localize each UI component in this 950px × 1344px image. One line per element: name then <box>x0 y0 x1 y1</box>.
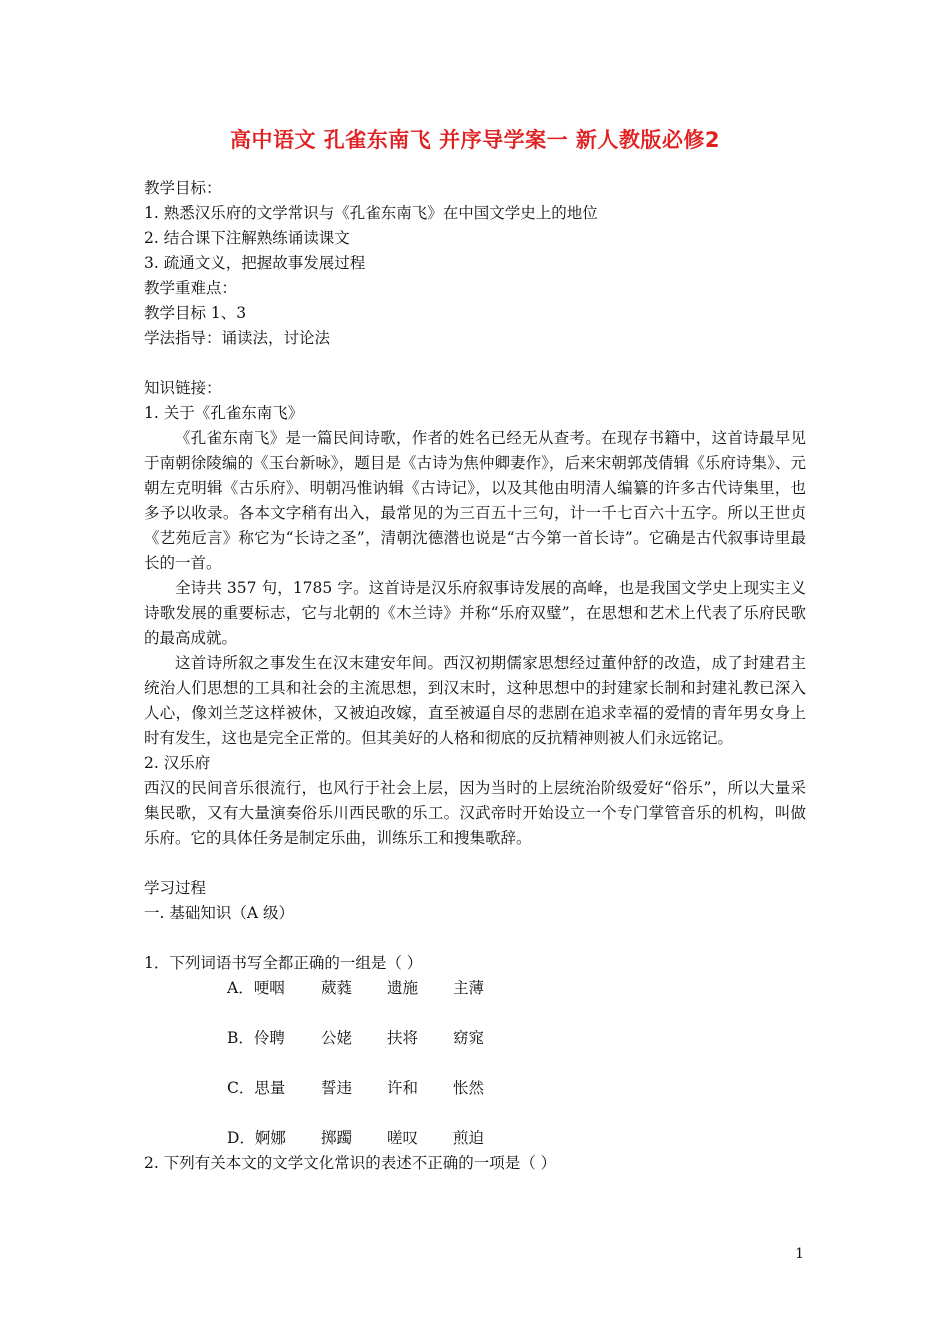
question-1-option-b <box>144 1026 806 1051</box>
knowledge-paragraph: 《孔雀东南飞》是一篇民间诗歌，作者的姓名已经无从查考。在现存书籍中，这首诗最早见于南朝徐陵编的《玉台新咏》，题目是《古诗为焦仲卿妻作》，后来宋朝郭茂倩辑《乐府诗集》、元朝左克明辑《古乐府》、明朝冯惟讷辑《古诗记》，以及其他由明清人编纂的许多古代诗集里，也多予以收录。各本文字稍有出入，最常见的为三百五十三句，计一千七百六十五字。所以王世贞《艺苑卮言》称它为“长诗之圣”，清朝沈德潜也说是“古今第一首长诗”。它确是古代叙事诗里最长的一首。 <box>144 429 806 572</box>
option-label: B．伶聘 <box>227 1029 285 1047</box>
question-1-option-c <box>144 1076 806 1101</box>
option-word: 怅然 <box>453 1079 485 1097</box>
option-word: 誓违 <box>321 1079 353 1097</box>
key-points-heading: 教学重难点： <box>144 279 238 297</box>
objective-item: 3. 疏通文义，把握故事发展过程 <box>144 254 366 272</box>
question-1-option-d <box>144 1126 806 1151</box>
knowledge-paragraph: 这首诗所叙之事发生在汉末建安年间。西汉初期儒家思想经过董仲舒的改造，成了封建君主统治人们思想的工具和社会的主流思想，到汉末时，这种思想中的封建家长制和封建礼教已深入人心，像刘兰芝这样被休，又被迫改嫁，直至被逼自尽的悲剧在追求幸福的爱情的青年男女身上时有发生，这也是完全正常的。但其美好的人格和彻底的反抗精神则被人们永远铭记。 <box>144 654 806 747</box>
option-label: D．婀娜 <box>227 1129 286 1147</box>
question-2: 2. 下列有关本文的文学文化常识的表述不正确的一项是（ ） <box>144 1154 557 1172</box>
objective-item: 2. 结合课下注解熟练诵读课文 <box>144 229 350 247</box>
knowledge-paragraph: 全诗共 357 句，1785 字。这首诗是汉乐府叙事诗发展的高峰，也是我国文学史上现实主义诗歌发展的重要标志，它与北朝的《木兰诗》并称“乐府双璧”，在思想和艺术上代表了乐府民歌的最高成就。 <box>144 579 806 647</box>
objective-item: 1. 熟悉汉乐府的文学常识与《孔雀东南飞》在中国文学史上的地位 <box>144 204 598 222</box>
option-word: 公姥 <box>321 1029 353 1047</box>
option-word: 嗟叹 <box>387 1129 419 1147</box>
option-word: 窈窕 <box>453 1029 485 1047</box>
key-points: 教学目标 1、3 <box>144 304 247 322</box>
option-label: A．哽咽 <box>227 979 285 997</box>
option-word: 遗施 <box>387 979 419 997</box>
option-word: 扶将 <box>387 1029 419 1047</box>
knowledge-paragraph: 西汉的民间音乐很流行，也风行于社会上层，因为当时的上层统治阶级爱好“俗乐”，所以大量采集民歌，又有大量演奏俗乐川西民歌的乐工。汉武帝时开始设立一个专门掌管音乐的机构，叫做乐府。它的具体任务是制定乐曲，训练乐工和搜集歌辞。 <box>144 779 806 847</box>
option-word: 煎迫 <box>453 1129 485 1147</box>
option-word: 许和 <box>387 1079 419 1097</box>
page-number: 1 <box>795 1246 804 1262</box>
knowledge-item-2-heading: 2. 汉乐府 <box>144 754 211 772</box>
section-heading: 一. 基础知识（A 级） <box>144 904 294 922</box>
option-word: 葳蕤 <box>321 979 353 997</box>
option-label: C．思量 <box>227 1079 286 1097</box>
option-word: 主薄 <box>453 979 485 997</box>
document-body <box>144 176 806 1176</box>
objectives-heading: 教学目标： <box>144 179 222 197</box>
knowledge-heading: 知识链接： <box>144 379 222 397</box>
method-guidance: 学法指导：诵读法，讨论法 <box>144 329 331 347</box>
question-1-option-a <box>144 976 806 1001</box>
document-title: 高中语文 孔雀东南飞 并序导学案一 新人教版必修2 <box>229 128 721 152</box>
knowledge-item-1-heading: 1. 关于《孔雀东南飞》 <box>144 404 304 422</box>
option-word: 掷躅 <box>321 1129 353 1147</box>
process-heading: 学习过程 <box>144 879 207 897</box>
question-1: 1．下列词语书写全都正确的一组是（ ） <box>144 954 423 972</box>
